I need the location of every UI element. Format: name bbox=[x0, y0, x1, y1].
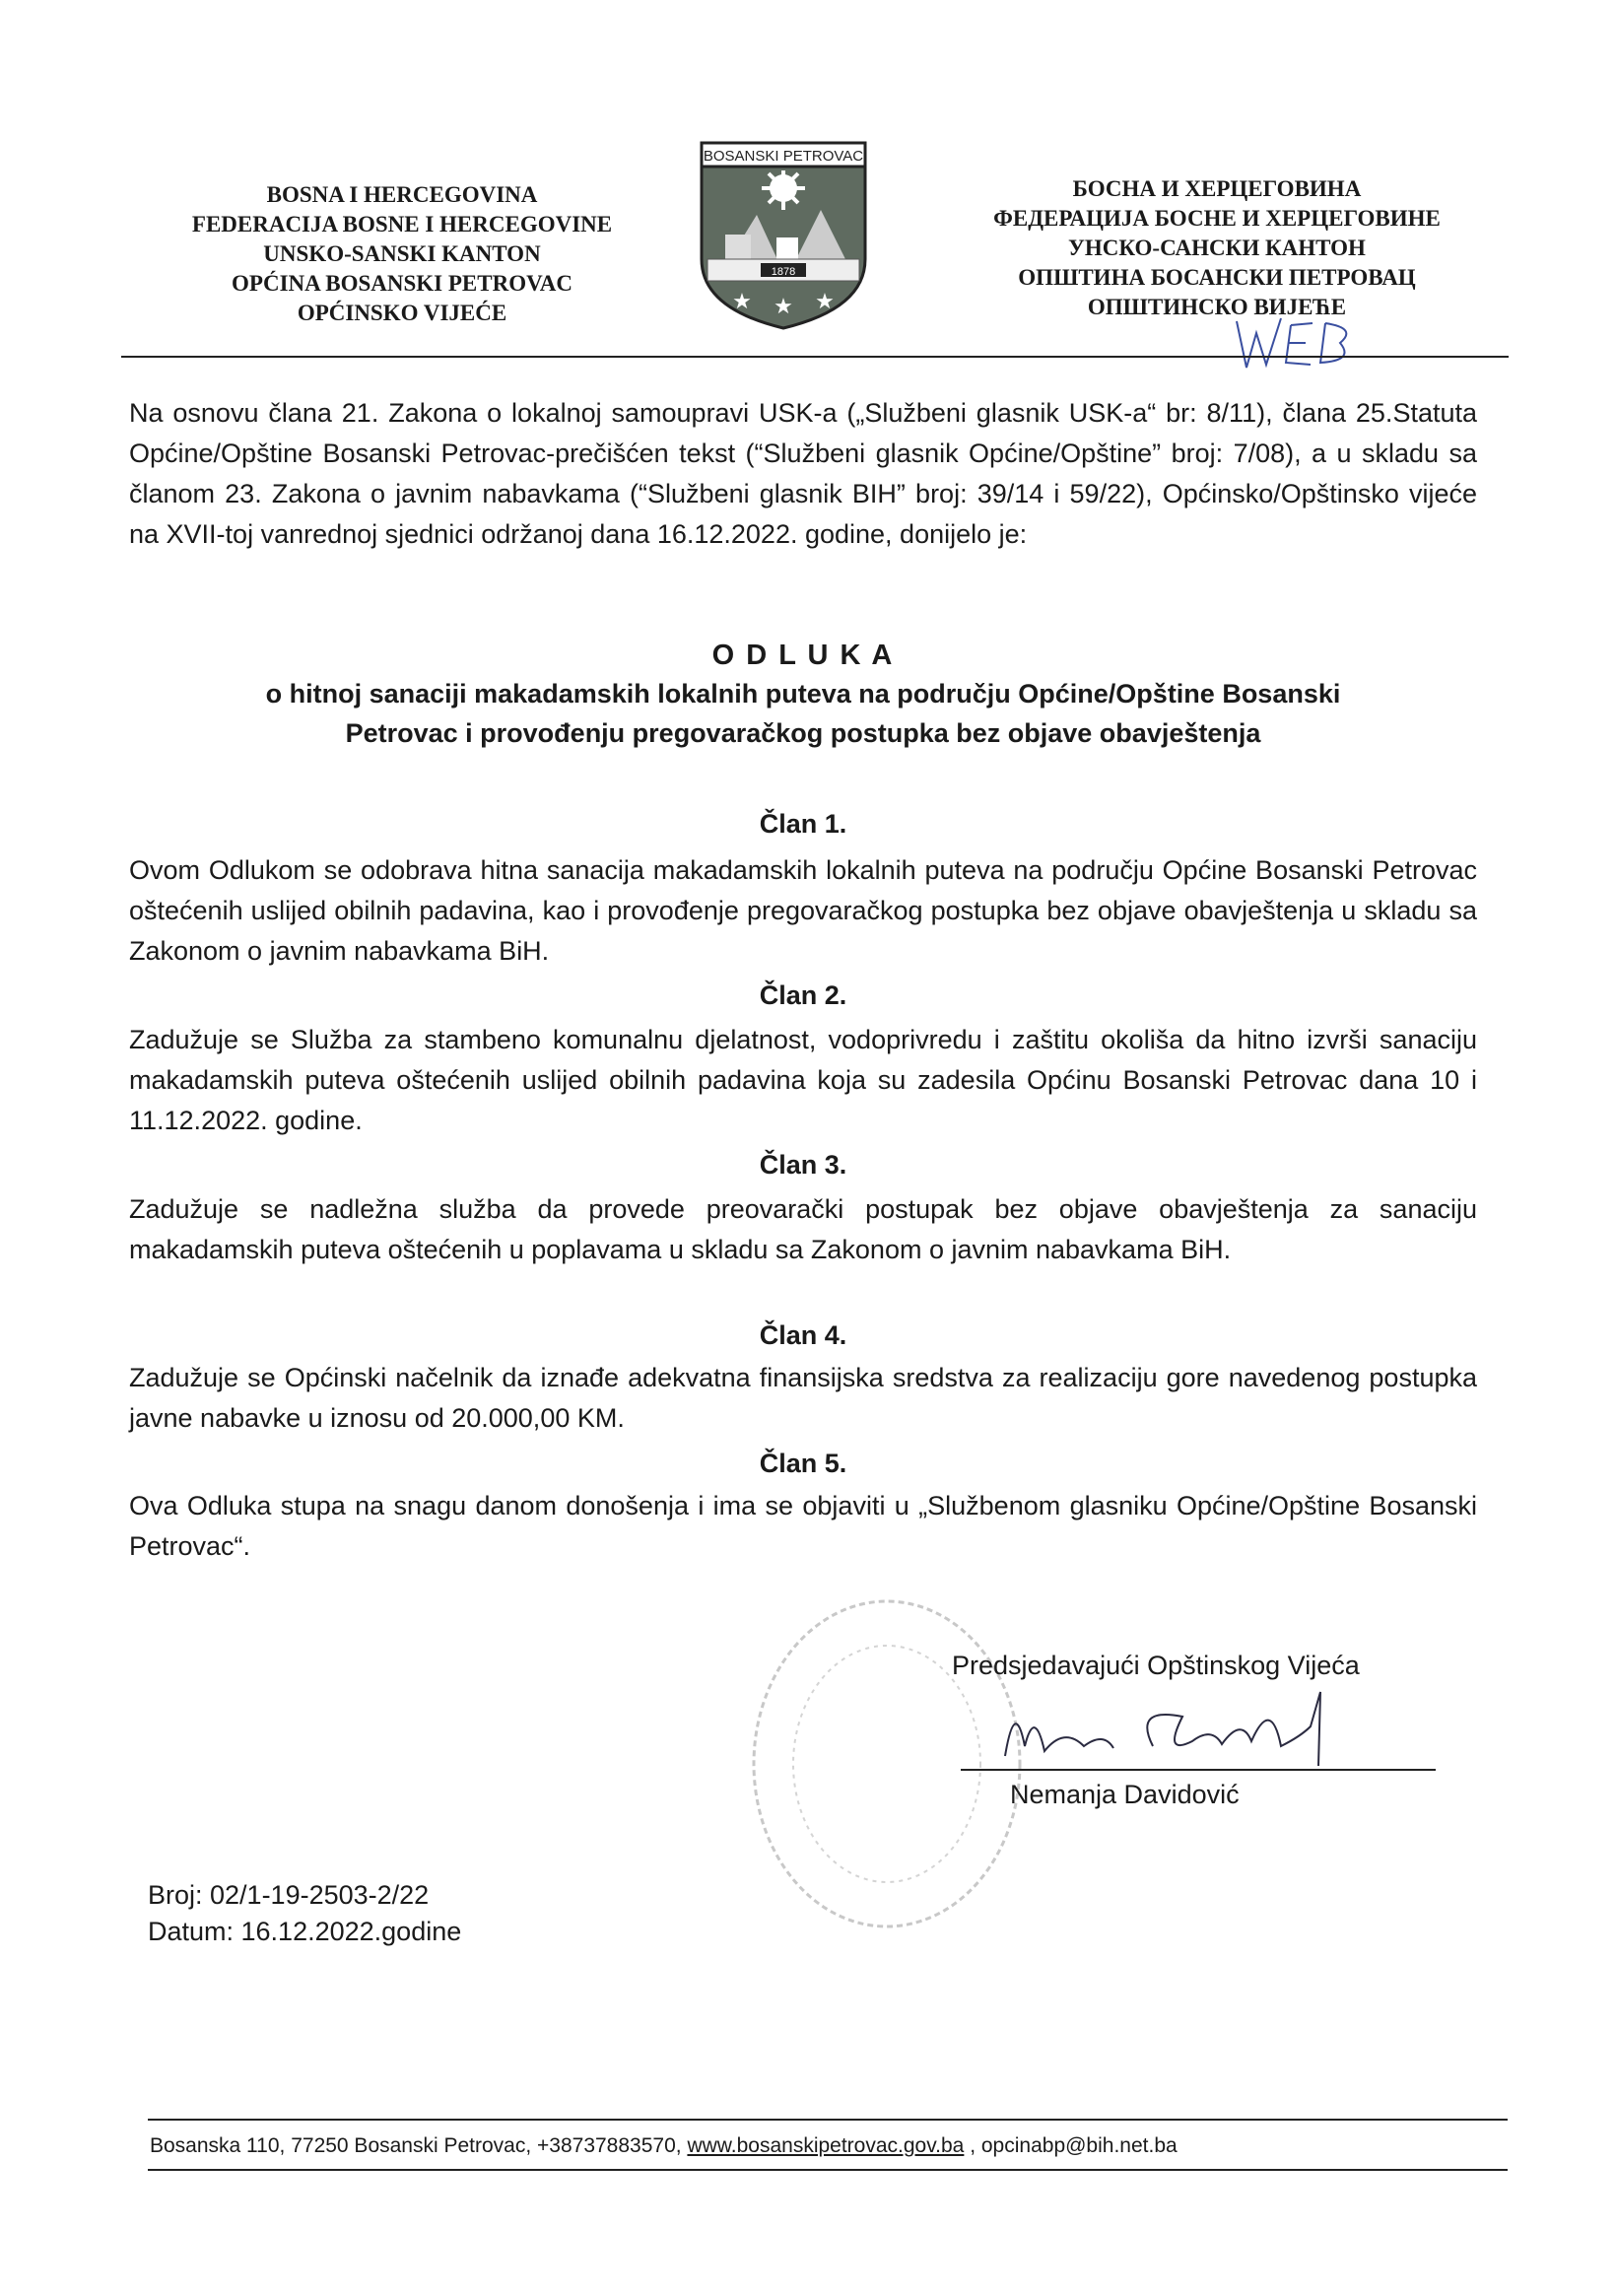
decision-subtitle-1: o hitnoj sanaciji makadamskih lokalnih puteva na području Općine/Opštine Bosanski bbox=[265, 679, 1341, 709]
footer-contact bbox=[150, 2134, 1178, 2158]
article-3-text: Zadužuje se nadležna služba da provede preovarački postupak bez objave obavještenja za sanaciju makadamskih puteva oštećenih u poplavama u skladu sa Zakonom o javnim nabavkama BiH. bbox=[129, 1194, 1477, 1264]
article-4-text: Zadužuje se Općinski načelnik da iznađe adekvatna finansijska sredstva za realizaciju gore navedenog postupka javne nabavke u iznosu od 20.000,00 KM. bbox=[129, 1363, 1477, 1433]
document-number: Broj: 02/1-19-2503-2/22 bbox=[148, 1880, 430, 1910]
document-date: Datum: 16.12.2022.godine bbox=[148, 1917, 462, 1946]
article-2-heading: Član 2. bbox=[759, 980, 847, 1010]
signature-role: Predsjedavajući Opštinskog Vijeća bbox=[952, 1651, 1360, 1680]
signatory-name: Nemanja Davidović bbox=[1010, 1780, 1240, 1809]
header-line: УНСКО-САНСКИ КАНТОН bbox=[1068, 236, 1366, 260]
footer-bottom-rule bbox=[148, 2169, 1508, 2171]
svg-text:★: ★ bbox=[815, 290, 835, 314]
handwritten-web-mark bbox=[1232, 313, 1370, 372]
header-line: UNSKO-SANSKI KANTON bbox=[263, 241, 541, 266]
intro-paragraph: Na osnovu člana 21. Zakona o lokalnoj samoupravi USK-a („Službeni glasnik USK-a“ br: 8/11), člana 25.Statuta Općine/Opštine Bosanski Petrovac-prečišćen tekst (“Službeni glasnik Općine/Opštine” broj: 7/08), a u skladu sa članom 23. Zakona o javnim nabavkama (“Službeni glasnik BIH” broj: 39/14 i 59/22), Općinsko/Opštinsko vijeće na XVII-toj vanrednoj sjednici održanoj dana 16.12.2022. godine, donijelo je: bbox=[129, 398, 1477, 549]
municipality-coat-of-arms bbox=[698, 141, 869, 332]
decision-subtitle-2: Petrovac i provođenju pregovaračkog postupka bez objave obavještenja bbox=[345, 718, 1261, 748]
footer-top-rule bbox=[148, 2119, 1508, 2121]
footer-website-link[interactable]: www.bosanskipetrovac.gov.ba bbox=[687, 2134, 965, 2157]
header-line: OPĆINA BOSANSKI PETROVAC bbox=[232, 271, 572, 296]
article-1-heading: Član 1. bbox=[759, 809, 847, 839]
article-1-text: Ovom Odlukom se odobrava hitna sanacija makadamskih lokalnih puteva na području Općine Bosanski Petrovac oštećenih uslijed obilnih padavina, kao i provođenje pregovaračkog postupka bez objave obavještenja u skladu sa Zakonom o javnim nabavkama BiH. bbox=[129, 855, 1477, 966]
article-5-text: Ova Odluka stupa na snagu danom donošenja i ima se objaviti u „Službenom glasniku Općine/Opštine Bosanski Petrovac“. bbox=[129, 1491, 1477, 1561]
header-line: FEDERACIJA BOSNE I HERCEGOVINE bbox=[191, 212, 613, 236]
logo-banner-text: BOSANSKI PETROVAC bbox=[703, 148, 864, 165]
article-2-text: Zadužuje se Služba za stambeno komunalnu djelatnost, vodoprivredu i zaštitu okoliša da hitno izvrši sanaciju makadamskih puteva oštećenih uslijed obilnih padavina koja su zadesila Općinu Bosanski Petrovac dana 10 i 11.12.2022. godine. bbox=[129, 1025, 1477, 1135]
header-line: OPĆINSKO VIJEĆE bbox=[297, 301, 507, 325]
logo-year: 1878 bbox=[771, 266, 796, 278]
header-line: BOSNA I HERCEGOVINA bbox=[266, 182, 538, 207]
header-line: ОПШТИНСКО ВИЈЕЋЕ bbox=[1087, 295, 1347, 319]
header-line: ФЕДЕРАЦИЈА БОСНЕ И ХЕРЦЕГОВИНЕ bbox=[993, 206, 1441, 231]
signature-line bbox=[961, 1769, 1436, 1771]
article-3-heading: Član 3. bbox=[759, 1150, 847, 1180]
svg-text:★: ★ bbox=[774, 295, 793, 319]
svg-text:★: ★ bbox=[732, 290, 752, 314]
header-right bbox=[956, 174, 1478, 322]
header-line: БОСНА И ХЕРЦЕГОВИНА bbox=[1072, 176, 1362, 201]
footer-email: , opcinabp@bih.net.ba bbox=[964, 2134, 1178, 2157]
handwritten-signature bbox=[985, 1687, 1360, 1776]
article-4-heading: Član 4. bbox=[759, 1320, 847, 1350]
header-line: ОПШТИНА БОСАНСКИ ПЕТРОВАЦ bbox=[1018, 265, 1416, 290]
decision-title: O D L U K A bbox=[711, 640, 895, 671]
header-divider bbox=[121, 356, 1509, 358]
header-left bbox=[156, 180, 648, 328]
article-5-heading: Član 5. bbox=[759, 1449, 847, 1478]
footer-address: Bosanska 110, 77250 Bosanski Petrovac, +38737883570, bbox=[150, 2134, 688, 2157]
